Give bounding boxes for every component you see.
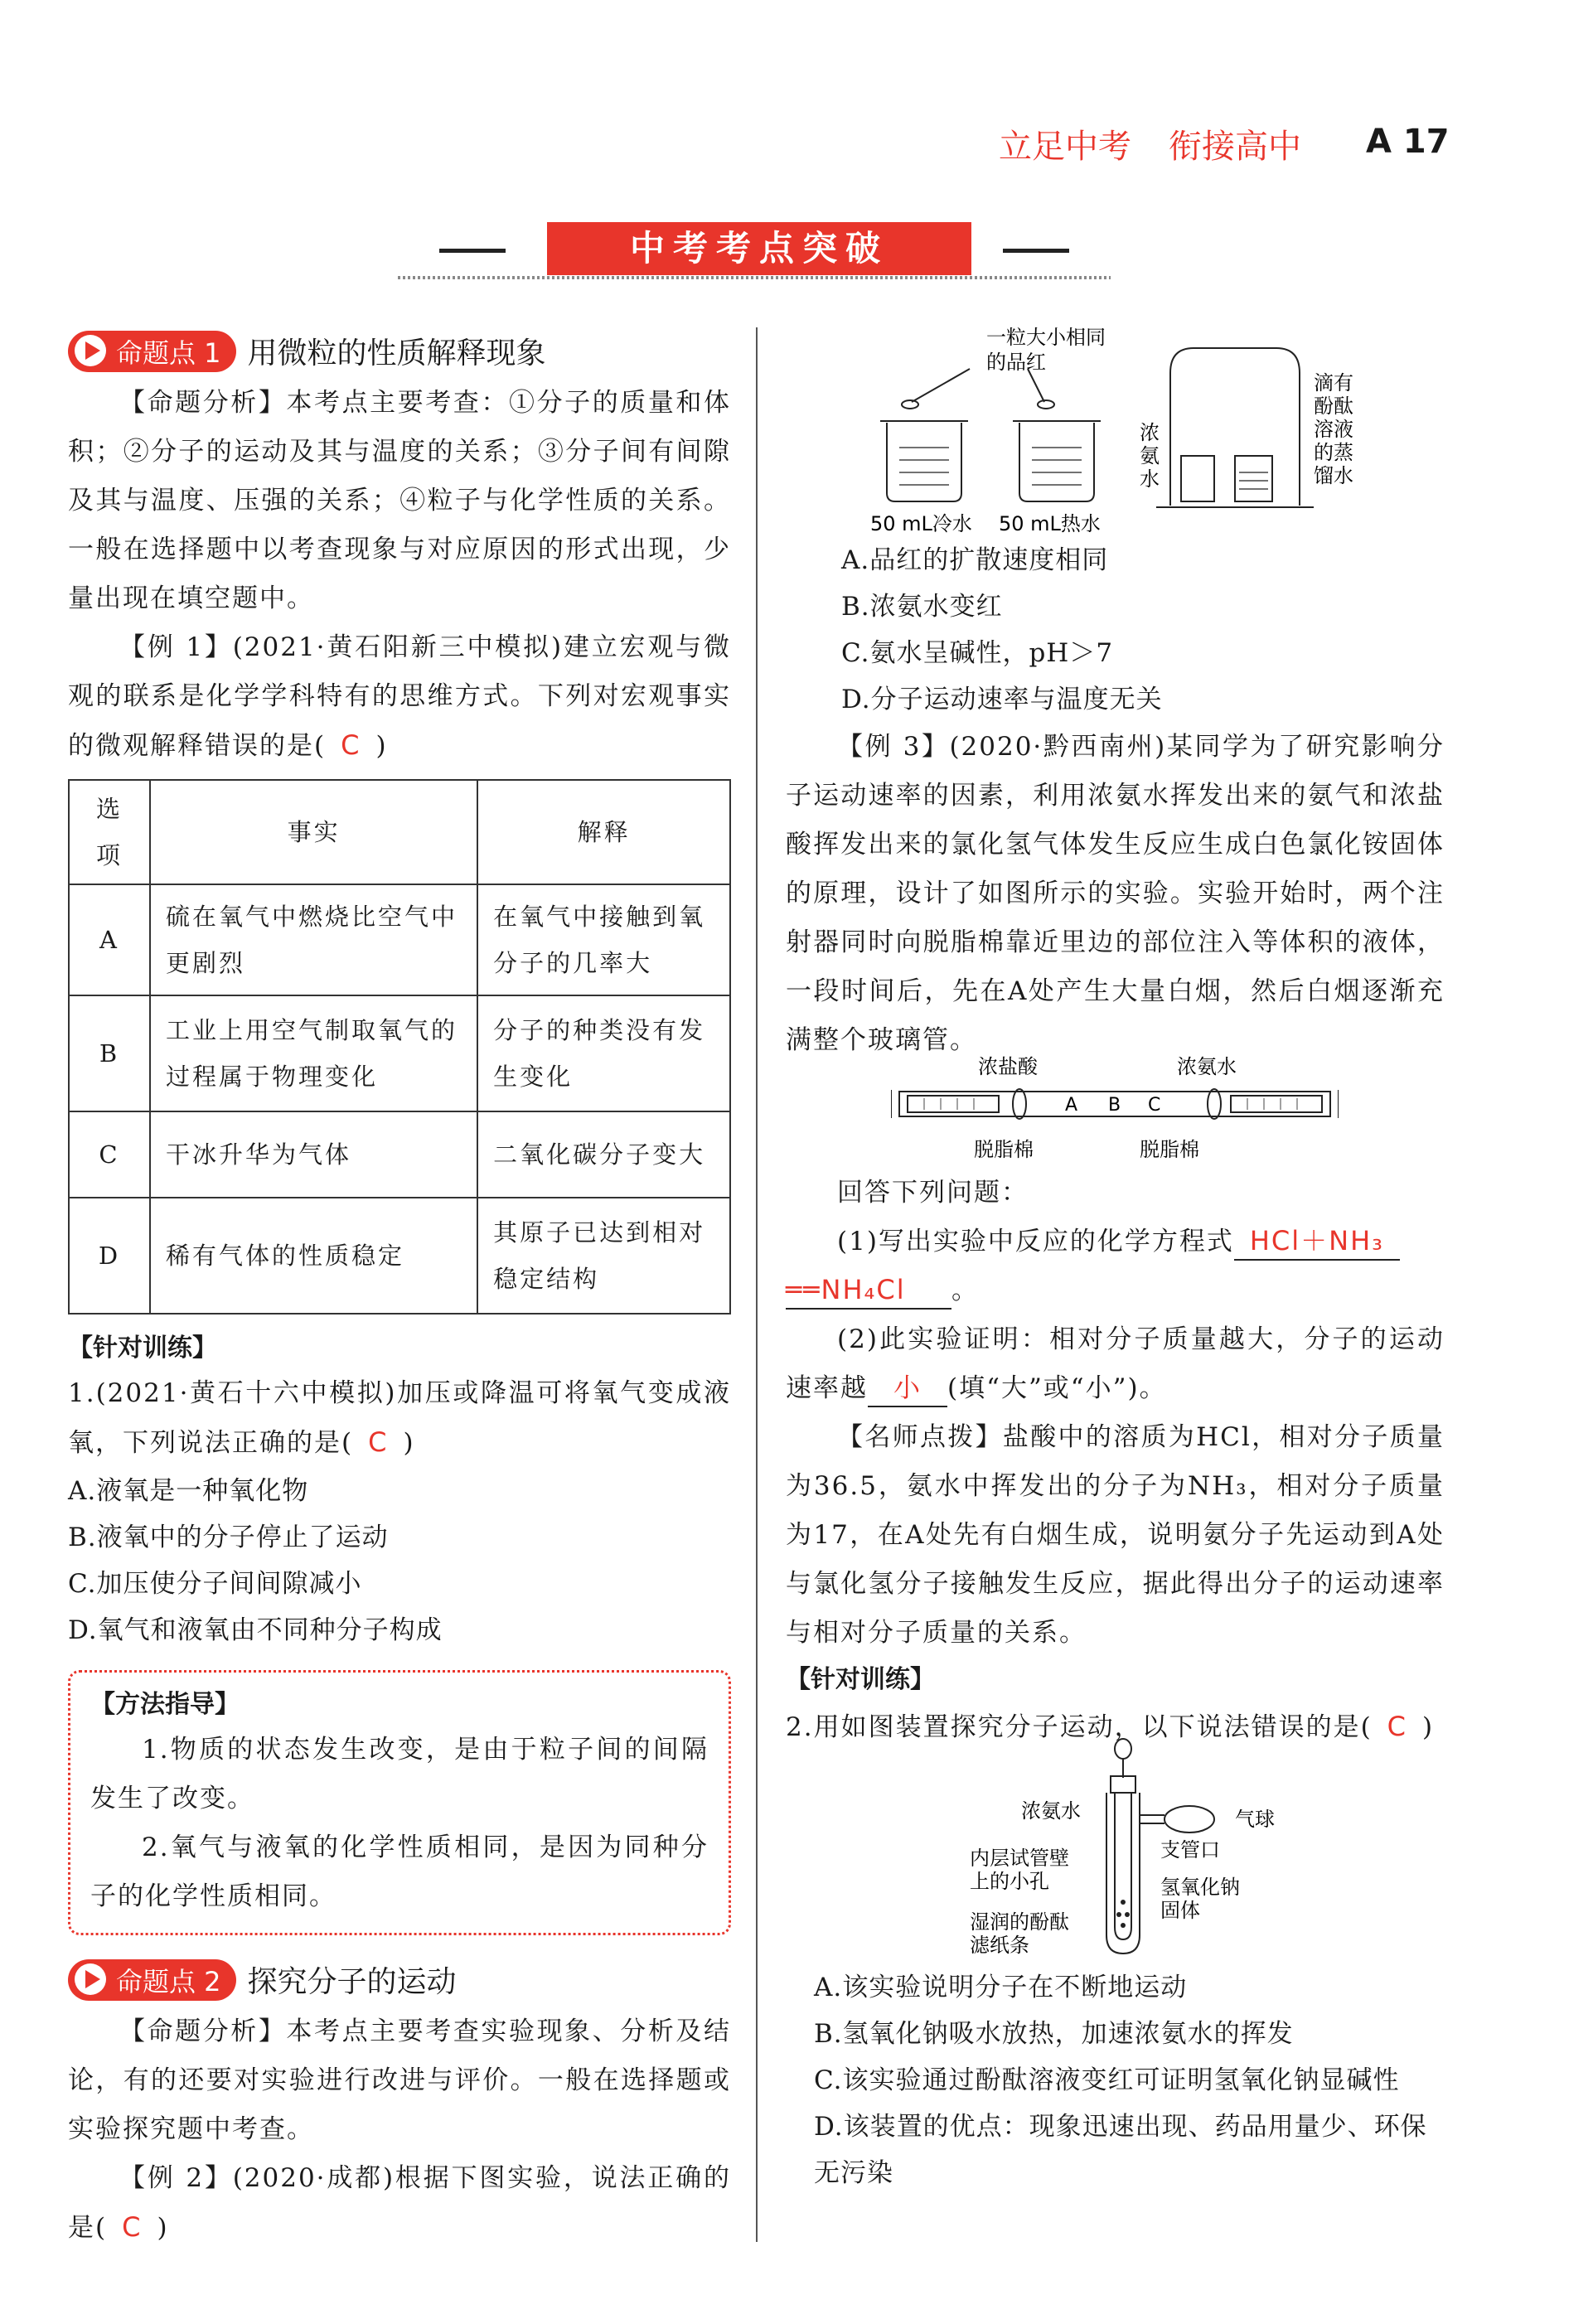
example-1-table [68,779,731,1315]
table-cell: 稀有气体的性质稳定 [150,1198,477,1314]
fig2-cotton-2: 脱脂棉 [1140,1138,1199,1161]
answer-prompt: 回答下列问题： [837,1178,1029,1208]
fig3-paper-2: 滤纸条 [970,1934,1029,1957]
fig3-port: 支管口 [1160,1838,1220,1862]
fig2-hcl: 浓盐酸 [978,1055,1038,1078]
question-2-option: B.氢氧化钠吸水放热，加速浓氨水的挥发 [814,2019,1294,2049]
question-2: 2.用如图装置探究分子运动，以下说法错误的是( C ) [786,1711,1435,1742]
example-3: 【例 3】(2020·黔西南州)某同学为了研究影响分子运动速率的因素，利用浓氨水挥发出来的氨气和浓盐酸挥发出来的氯化氢气体发生反应生成白色氯化铵固体的原理，设计了如图所示的实验。实验开始时，两个注射器同时向脱脂棉靠近里边的部位注入等体积的液体，一段时间后，先在A处产生大量白烟，然后白烟逐渐充满整个玻璃管。 [786,732,1445,1055]
question-2-option: A.该实验说明分子在不断地运动 [814,1973,1188,2002]
sub-question-1-answer-1: HCl＋NH₃ [1234,1223,1400,1261]
fig2-point-c: C [1148,1095,1161,1116]
table-cell: 硫在氧气中燃烧比空气中更剧烈 [150,884,477,995]
question-1-option: D.氧气和液氧由不同种分子构成 [68,1615,443,1645]
table-cell: A [69,884,150,995]
example-2-options [841,537,1446,723]
question-1-option: C.加压使分子间间隙减小 [68,1569,362,1599]
table-cell: 干冰升华为气体 [150,1111,477,1198]
analysis-2: 【命题分析】本考点主要考查实验现象、分析及结论，有的还要对实验进行改进与评价。一般在选择题或实验探究题中考查。 [68,2017,731,2144]
table-row [69,1111,730,1198]
fig1-label-2: 的品红 [986,351,1046,374]
question-1-answer: C [368,1426,389,1458]
page-number: A 17 [1366,123,1450,161]
table-cell: 在氧气中接触到氧分子的几率大 [477,884,730,995]
teacher-tip: 【名师点拨】盐酸中的溶质为HCl，相对分子质量为36.5，氨水中挥发出的分子为NH₃，相对分子质量为17，在A处先有白烟生成，说明氨分子先运动到A处与氯化氢分子接触发生反应，据此得出分子的运动速率与相对分子质量的关系。 [786,1422,1445,1648]
table-row [69,884,730,995]
example-2-answer: C [122,2211,143,2243]
figure-test-tube [961,1736,1326,1968]
method-guide-box [68,1670,731,1935]
training-label-left: 【针对训练】 [68,1334,217,1363]
fig3-holes-1: 内层试管壁 [970,1847,1069,1870]
fig1-ammonia: 水 [1140,467,1160,491]
sub-question-1: (1)写出实验中反应的化学方程式 HCl＋NH₃ [786,1218,1445,1266]
fig3-naoh-1: 氢氧化钠 [1160,1876,1240,1899]
method-guide-point-1: 1.物质的状态发生改变，是由于粒子间的间隔发生了改变。 [90,1735,709,1813]
question-1: 1.(2021·黄石十六中模拟)加压或降温可将氧气变成液氧，下列说法正确的是( C ) [68,1378,731,1458]
fig3-holes-2: 上的小孔 [970,1870,1049,1893]
table-cell: B [69,995,150,1111]
column-divider [756,327,758,2242]
example-2-option: D.分子运动速率与温度无关 [841,685,1163,714]
topic-2-heading [68,1958,731,2001]
question-2-options [814,1964,1444,2196]
method-guide-point-2: 2.氧气与液氧的化学性质相同，是因为同种分子的化学性质相同。 [90,1833,709,1911]
header-slogan-2: 衔接高中 [1169,128,1301,166]
fig1-pheno: 馏水 [1314,464,1353,487]
example-2-option: B.浓氨水变红 [841,592,1003,622]
fig3-balloon: 气球 [1235,1808,1275,1831]
banner-rule [398,276,1111,279]
example-2: 【例 2】(2020·成都)根据下图实验，说法正确的是( C ) [68,2163,731,2243]
topic-2-title: 探究分子的运动 [247,1965,457,1999]
analysis-1: 【命题分析】本考点主要考查：①分子的质量和体积；②分子的运动及其与温度的关系；③分子间有间隙及其与温度、压强的关系；④粒子与化学性质的关系。一般在选择题中以考查现象与对应原因的形式出现，少量出现在填空题中。 [68,388,731,613]
fig1-pheno: 滴有 [1314,371,1353,395]
table-cell: C [69,1111,150,1198]
sub-question-2: (2)此实验证明：相对分子质量越大，分子的运动速率越 小 (填“大”或“小”)。 [786,1315,1445,1413]
table-cell: 分子的种类没有发生变化 [477,995,730,1111]
question-1-option: A.液氧是一种氧化物 [68,1476,309,1506]
question-2-option: D.该装置的优点：现象迅速出现、药品用量少、环保无污染 [814,2112,1427,2188]
fig1-pheno: 的蒸 [1314,441,1353,464]
question-1-option: B.液氧中的分子停止了运动 [68,1523,389,1552]
table-header-cell: 解释 [477,780,730,884]
example-1: 【例 1】(2021·黄石阳新三中模拟)建立宏观与微观的联系是化学学科特有的思维方式。下列对宏观事实的微观解释错误的是( C ) [68,632,731,761]
fig3-naoh-2: 固体 [1160,1899,1200,1922]
fig1-hot: 50 mL热水 [999,512,1101,535]
table-header-row [69,780,730,884]
fig2-point-b: B [1108,1095,1121,1116]
example-1-answer: C [341,729,361,761]
sub-question-1-answer-2: ══NH₄Cl [786,1271,951,1310]
topic-1-heading [68,330,731,372]
method-guide-title: 【方法指导】 [90,1690,240,1719]
sub-question-1-cont: ══NH₄Cl 。 [786,1266,1445,1315]
table-cell: D [69,1198,150,1314]
fig1-pheno: 溶液 [1314,418,1353,441]
topic-1-tag: 命题点 1 [68,331,236,372]
left-column [68,330,731,2253]
table-row [69,1198,730,1314]
fig2-cotton-1: 脱脂棉 [974,1138,1034,1161]
fig3-ammonia: 浓氨水 [1021,1799,1081,1823]
fig1-cold: 50 mL冷水 [870,512,972,535]
question-2-answer: C [1387,1711,1408,1742]
play-icon [75,335,106,366]
fig1-pheno: 酚酞 [1314,395,1353,418]
banner-dash-left [439,249,506,253]
header-slogan-1: 立足中考 [999,128,1131,166]
table-cell: 工业上用空气制取氧气的过程属于物理变化 [150,995,477,1111]
table-header-cell: 事实 [150,780,477,884]
topic-2-tag: 命题点 2 [68,1959,236,2001]
banner-dash-right [1003,249,1069,253]
sub-question-2-answer: 小 [868,1369,947,1407]
figure-beakers [862,323,1376,539]
example-2-option: A.品红的扩散速度相同 [841,545,1109,575]
play-icon [75,1963,106,1995]
fig2-point-a: A [1065,1095,1078,1116]
table-cell: 其原子已达到相对稳定结构 [477,1198,730,1314]
table-row [69,995,730,1111]
training-label-right: 【针对训练】 [786,1665,935,1694]
fig1-ammonia: 氨 [1140,444,1160,467]
table-cell: 二氧化碳分子变大 [477,1111,730,1198]
example-2-option: C.氨水呈碱性，pH＞7 [841,638,1114,668]
fig3-paper-1: 湿润的酚酞 [970,1910,1069,1934]
fig2-nh3: 浓氨水 [1177,1055,1237,1078]
example-3-questions [786,1169,1445,1752]
table-header-cell: 选项 [69,780,150,884]
fig1-ammonia: 浓 [1140,421,1160,444]
figure-tube [891,1048,1339,1173]
question-2-option: C.该实验通过酚酞溶液变红可证明氢氧化钠显碱性 [814,2065,1400,2095]
fig1-label-1: 一粒大小相同 [986,326,1106,349]
topic-1-title: 用微粒的性质解释现象 [247,336,546,370]
banner-title: 中考考点突破 [547,222,971,275]
